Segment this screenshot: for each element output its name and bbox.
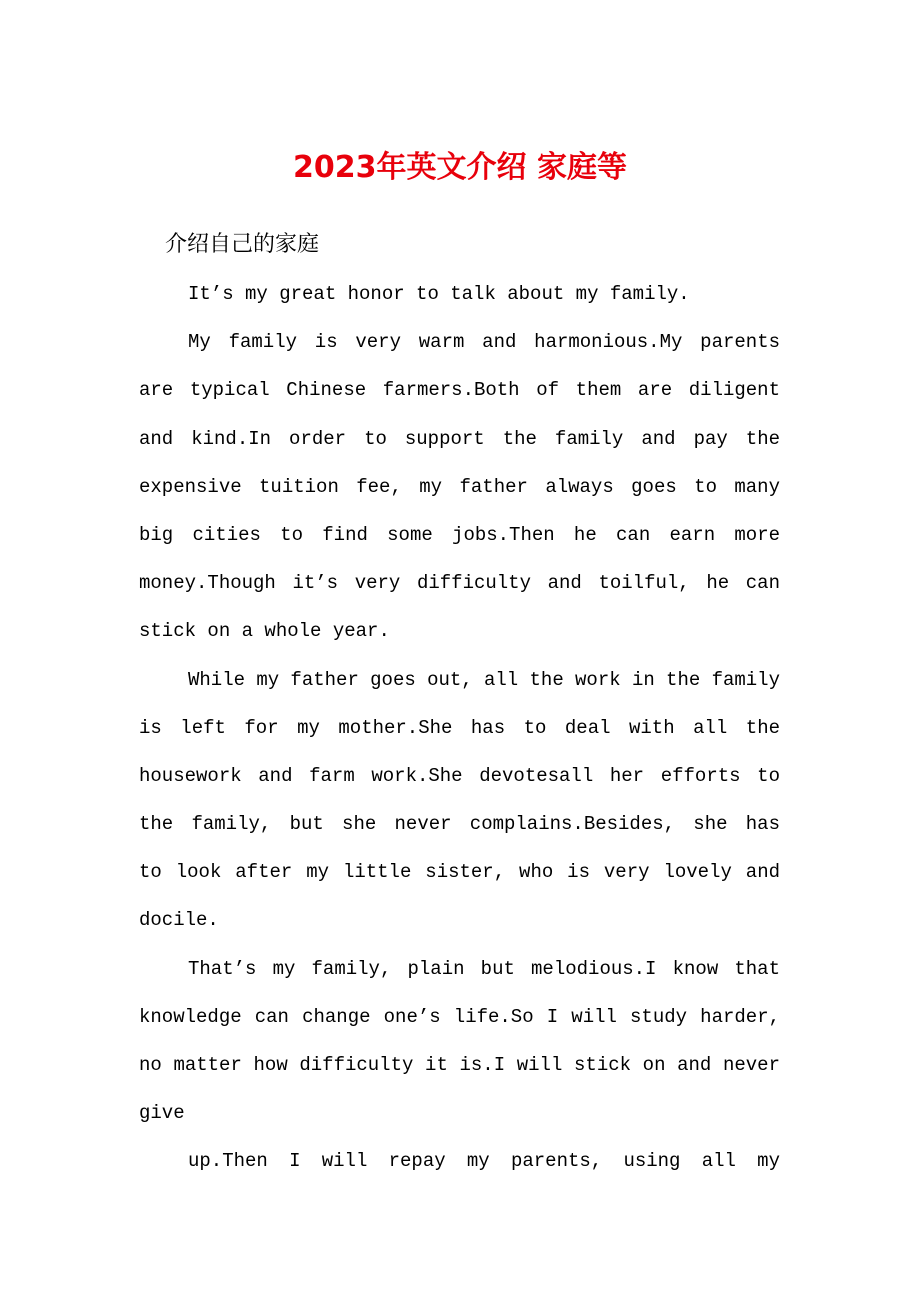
text-line-row [139, 1041, 780, 1089]
text-line-row [139, 704, 780, 752]
text-line-row [139, 800, 780, 848]
text-line: While my father goes out, all the work in the family [188, 668, 780, 691]
text-line-row [139, 559, 780, 607]
text-line: and kind.In order to support the family and pay the [139, 427, 780, 450]
text-line: expensive tuition fee, my father always goes to many [139, 475, 780, 498]
text-line: My family is very warm and harmonious.My parents [188, 331, 780, 354]
text-line-row [139, 656, 780, 704]
text-line: housework and farm work.She devotesall her efforts to [139, 764, 780, 787]
text-line-row [139, 1089, 780, 1137]
text-line-row [139, 270, 780, 318]
text-line-row [139, 318, 780, 366]
text-line: money.Though it’s very difficulty and toilful, he can [139, 572, 780, 595]
text-line: no matter how difficulty it is.I will stick on and never [139, 1054, 780, 1076]
text-line: are typical Chinese farmers.Both of them are diligent [139, 379, 780, 402]
text-line: up.Then I will repay my parents, using all my [188, 1150, 780, 1173]
text-line: big cities to find some jobs.Then he can earn more [139, 523, 780, 546]
text-line-row [139, 848, 780, 896]
section-heading: 介绍自己的家庭 [165, 232, 320, 257]
text-line-row [139, 752, 780, 800]
text-line-row [139, 993, 780, 1041]
text-line-row [139, 607, 780, 655]
text-line-row [139, 511, 780, 559]
text-line: to look after my little sister, who is very lovely and [139, 861, 780, 884]
text-line: the family, but she never complains.Besides, she has [139, 813, 780, 836]
text-line: stick on a whole year. [139, 620, 390, 643]
text-line: It’s my great honor to talk about my family. [188, 283, 690, 305]
text-line-row [139, 945, 780, 993]
text-line-row [139, 896, 780, 944]
text-line: give [139, 1102, 185, 1125]
text-line-row [139, 1137, 780, 1185]
text-line: That’s my family, plain but melodious.I know that [188, 957, 780, 980]
text-line: knowledge can change one’s life.So I will study harder, [139, 1005, 780, 1028]
document-title: 2023年英文介绍 家庭等 [293, 150, 627, 185]
text-line-row [139, 463, 780, 511]
text-line: is left for my mother.She has to deal with all the [139, 716, 780, 739]
text-line-row [139, 366, 780, 414]
document-body [139, 270, 780, 1186]
text-line: docile. [139, 909, 219, 932]
text-line-row [139, 415, 780, 463]
